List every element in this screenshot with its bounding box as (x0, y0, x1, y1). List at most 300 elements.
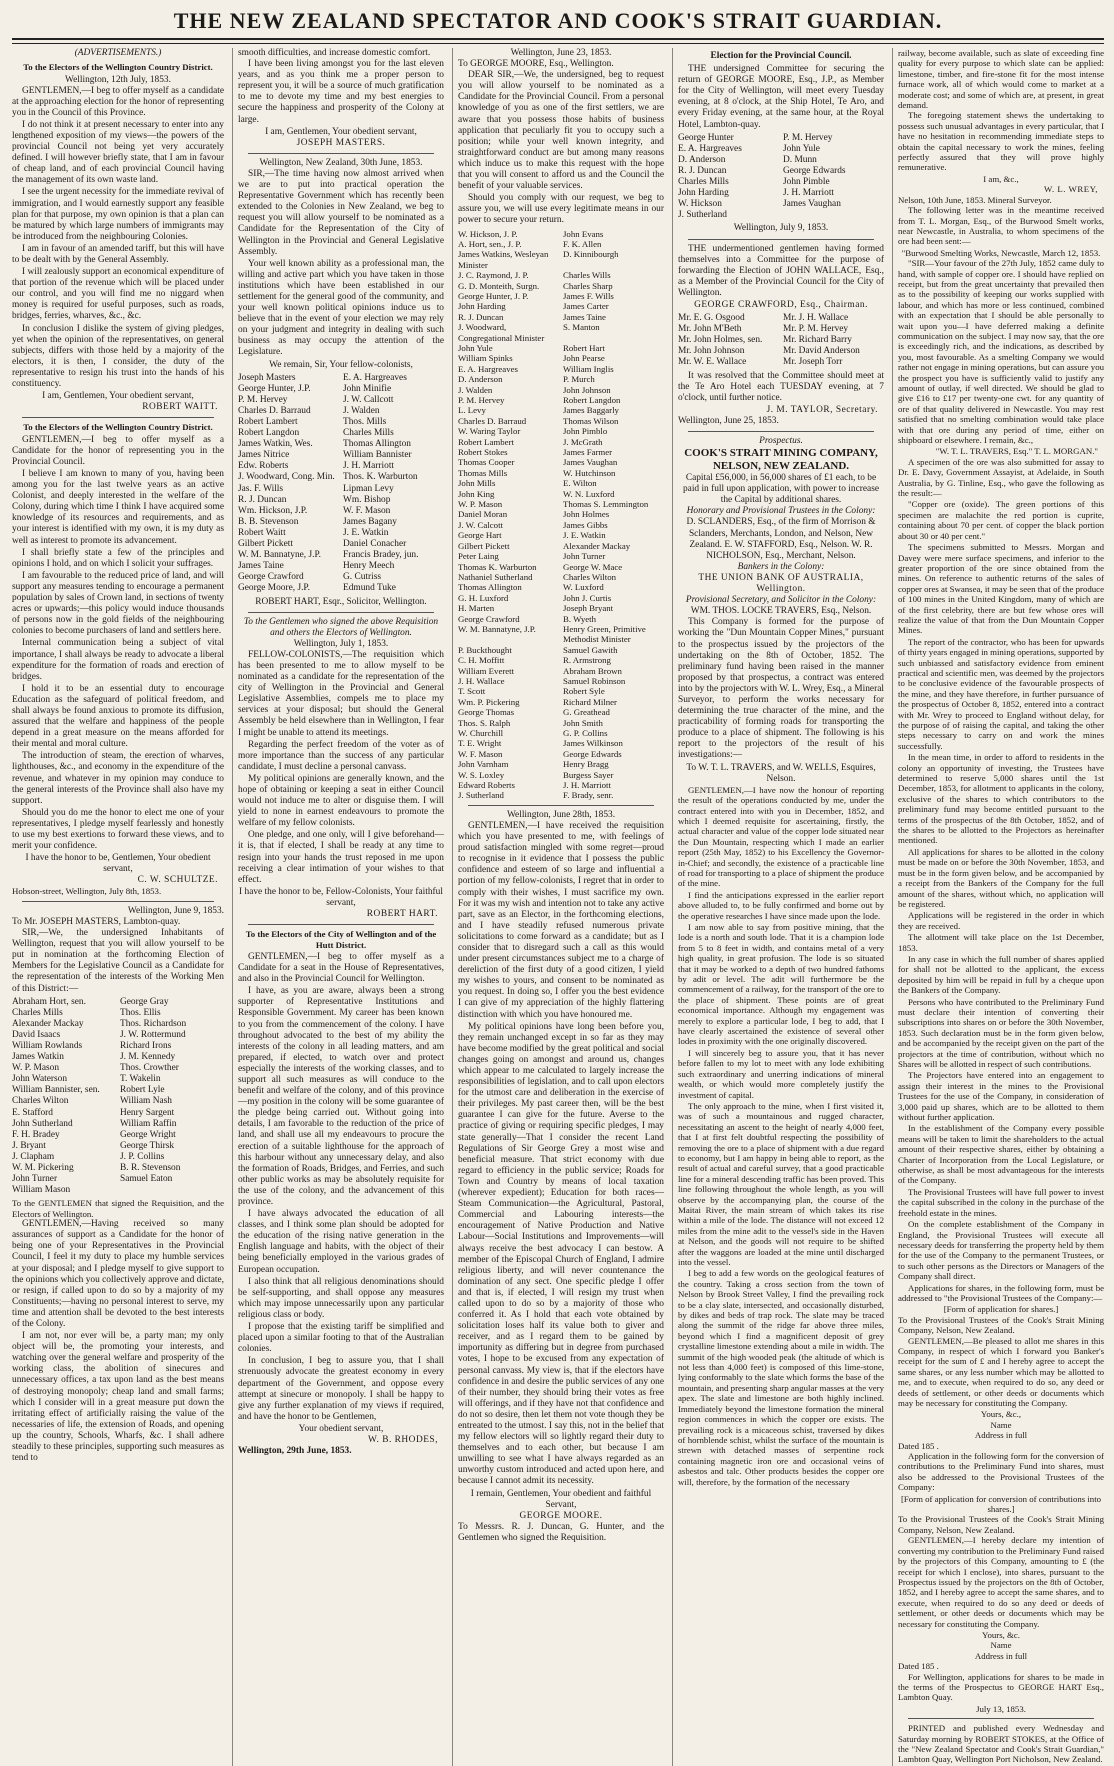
signatory-name: W. Churchill (458, 728, 504, 738)
signatory-name: James Farmer (563, 447, 613, 458)
signatory-name: D. Munn (783, 154, 817, 165)
signatory-name: W. M. Pickering (12, 1163, 74, 1174)
ad-paragraph: Should you comply with our request, we beg to assure you, we will use every legitimate means in our power to secure your return. (458, 193, 664, 226)
ad-closing: I remain, Gentlemen, Your obedient and faithful Servant, (470, 1488, 652, 1510)
report-paragraph: The report of the contractor, who has been for upwards of thirty years engaged in mining operations, supported by such unbiassed and satisfactory evidence from eminent practical and scientific men, was deemed by the projectors to be conclusive evidence of the favourable prospects of the mine, and they have therefore, in further pursuance of the prospectus of October 8, 1852, entered into a contract with Mr. Wrey to proceed to England without delay, for the purpose of of raising the capital, and taking the other steps necessary to carry on and work the mines successfully. (898, 636, 1104, 751)
signatory-name: John Waterson (12, 1074, 68, 1085)
signatory-name: William Everett (458, 665, 515, 676)
signatory-name: G. D. Monteith, Surgn. (458, 280, 540, 291)
signatory-name: W. M. Bannatyne, J.P. (238, 550, 321, 561)
signatory-name: David Isaacs (12, 1029, 61, 1040)
signatory-name: G. P. Collins (563, 728, 608, 738)
signatory-name: J. W. Callcott (343, 394, 394, 405)
ad-heading: To the Electors of the City of Wellington and of the Hutt District. (245, 929, 437, 950)
signatory-name: E. A. Hargreaves (458, 363, 518, 374)
signatory-name: J. Bryant (12, 1140, 46, 1151)
ad-paragraph: I have, as you are aware, always been a strong supporter of Representative Institutions and Responsible Government. My career has been known to you from the commencement of the colony. I have throughout advocated to the best of my ability the interests of the colony in all leading matters, and am prepared, if elected, to watch over and protect especially the interests of the working classes, and to support all such measures as will conduce to the benefit and welfare of the colony, and of this province—my position in the colony will be some guarantee of the pledge being carried out. Without going into details, I am favorable to the reduction of the price of land, and shall use all my endeavours to procure the erection of a suitable lighthouse for the approach of this harbour without any unnecessary delay, and also the formation of Roads, Bridges, and Ferries, and such other public works as may be absolutely requisite for the use of the colony, and the advancement of this province. (238, 986, 444, 1207)
signatory-name: George Thirsk (120, 1140, 175, 1151)
ad-signature: W. B. RHODES, (368, 1434, 438, 1445)
ad-paragraph: GENTLEMEN,—Having received so many assurances of support as a Candidate for the honor of being one of your Representatives in the Provincial Council, I feel it my duty to place my humble services at your disposal; and I pledge myself to give support to the opinions which you collectively approve and dictate, or resign, if called upon to do so by a majority of my Constituents;—having no personal interest to serve, my time and attention shall be devoted to the best interests of the Colony. (12, 1219, 224, 1329)
signatory-name: Samuel Robinson (563, 675, 626, 686)
signatory-name: J. Sutherland (458, 790, 504, 801)
signatory-name: Robert Langdon (563, 395, 621, 405)
signatory-name: Richard Milner (563, 696, 617, 707)
imprint: PRINTED and published every Wednesday and Saturday morning by ROBERT STOKES, at the Office of the "New Zealand Spectator and Cook's Strait Guardian," Lambton Quay, Wellington Port Nicholson, New Zealand. (898, 1723, 1104, 1765)
signatory-name: Thos. Ellis (120, 1007, 161, 1018)
signatory-name (783, 210, 884, 221)
signatory-name: John Pearse (563, 353, 605, 364)
ad-paragraph: In conclusion, I beg to assure you, that I shall strenuously advocate the greatest economy in every department of the Government, and oppose every attempt at sinecure or monopoly. I shall be happy to give any further explanation of my views if required, and have the honor to be Gentlemen, (238, 1356, 444, 1422)
signatory-name: Thos. Crowther (120, 1063, 179, 1074)
ad-opening: GENTLEMEN,—I beg to offer myself as a Candidate for a seat in the House of Representatives, and also in the Provincial Council for Wellington. (238, 951, 444, 985)
ad-paragraph: FELLOW-COLONISTS,—The requisition which has been presented to me to allow myself to be nominated as a candidate for the representation of the city of Wellington in the Provincial and General Legislative Assemblies, compels me to place my services at your disposal; but should the General Assembly be held elsewhere than in Wellington, I fear I might be unable to attend its meetings. (238, 649, 444, 738)
report-paragraph: For Wellington, applications for shares to be made in the terms of the Prospectus to GEORGE HART Esq., Lambton Quay. (898, 1671, 1104, 1703)
signatory-name: E. Wilton (563, 478, 597, 489)
ad-date: Wellington, July 1, 1853. (293, 638, 389, 649)
signatory-name: Charles D. Barraud (238, 405, 311, 416)
signatory-name: Samuel Gawith (563, 644, 618, 655)
signatory-name: Abraham Hort, sen. (12, 996, 86, 1007)
signatory-name: Charles Wilton (563, 571, 616, 582)
form-yours: Yours, &c., (980, 1409, 1022, 1420)
signatory-name: Mr. E. G. Osgood (678, 313, 745, 324)
ad-paragraph: I see the urgent necessity for the immediate revival of immigration, and I would earnestly support any feasible plan for that purpose, my own opinion is that a plan can be matured by which large numbers of immigrants may be introduced from the neighbouring Colonies. (12, 187, 224, 242)
report-paragraph: In the establishment of the Company every possible means will be taken to limit the shareholders to the actual amount of their respective shares, either by obtaining a Charter of Incorporation from the Local Legislature, or otherwise, as shall be most advantageous for the interests of the Company. (898, 1123, 1104, 1186)
signatory-name: T. E. Wright (458, 738, 502, 749)
signatory-name: Charles D. Barraud (458, 415, 527, 426)
signatory-name: George Edwards (563, 748, 622, 759)
signatory-name: J. Sutherland (678, 210, 727, 221)
signatory-name: W. Waring Taylor (458, 426, 521, 437)
report-paragraph: The specimens submitted to Messrs. Morgan and Davey were mere surface specimens, and inferior to the greater proportion of the ore since obtained from the mines. On reference to authentic returns of the sales of copper ores at Swansea, it may be seen that of the produce of 100 mines in the United Kingdom, many of which are of the first celebrity, there are but few whose ores will realize the value of that from the Dun Mountain Copper Mines. (898, 542, 1104, 636)
signatory-name: George Hunter, J. P. (458, 290, 529, 301)
signatory-name: John Harding (458, 301, 506, 312)
signatory-name: J. Woodward, Congregational Minister (458, 322, 545, 343)
report-paragraph: Applications for shares, in the following form, must be addressed to "the Provisional Trustees of the Company:— (898, 1282, 1104, 1303)
signatory-name: George Crawford (458, 613, 520, 624)
signatory-name: Mr. John M'Beth (678, 324, 742, 335)
signatory-name: Samuel Eaton (120, 1174, 173, 1185)
signatory-name: P. Murch (563, 374, 595, 385)
trustees-list: D. SCLANDERS, Esq., of the firm of Morrison & Sclanders, Merchants, London, and Nelson, New Zealand. E. W. STAFFORD, Esq., Nelson. W. R. NICHOLSON, Esq., Merchant, Nelson. (686, 517, 876, 561)
report-paragraph: The Provisional Trustees will have full power to invest the capital subscribed in the colony in the purchase of the freehold estate in the mines. (898, 1186, 1104, 1218)
signatory-name: S. Manton (563, 322, 600, 333)
ad-signature: ROBERT WAITT. (142, 402, 218, 413)
report-closing: I am, &c., (983, 173, 1019, 184)
signatory-name: Peter Laing (458, 551, 499, 562)
ad-opening: THE undersigned Committee for securing the return of GEORGE MOORE, Esq., J.P., as Member for the City of Wellington, will meet every Tuesday evening, at 8 o'clock, at the Ship Hotel, Te Aro, and every Friday evening, at the same hour, at the Royal Hotel, Lambton-quay. (678, 64, 884, 130)
signatory-name: D. Anderson (678, 154, 726, 165)
bankers-heading: Bankers in the Colony: (737, 561, 825, 572)
ad-paragraph: I propose that the existing tariff be simplified and placed upon a similar footing to that of the Australian colonies. (238, 1322, 444, 1355)
signatory-name: Henry Green, Primitive Methodist Minister (563, 623, 646, 645)
ad-addressee: To Mr. JOSEPH MASTERS, Lambton-quay. (12, 916, 181, 927)
ad-closing: I have the honor to be, Fellow-Colonists, Your faithful servant, (239, 886, 443, 908)
signatory-name: William Bannister (343, 450, 412, 461)
signatory-name: James Gibbs (563, 519, 608, 530)
signatory-name: Mr. John Holmes, sen. (678, 335, 763, 346)
signatory-name: Thomas K. Warburton (458, 561, 537, 572)
signatory-name: B. Wyeth (563, 613, 597, 624)
ad-closing: Your obedient servant, (298, 1423, 384, 1434)
form-dated-field: Dated 185 . (898, 1440, 939, 1451)
form-body: GENTLEMEN,—I hereby declare my intention of converting my contribution to the Preliminary Fund raised by the projectors of this Company, amounting to £ (the receipt for which I enclose), into shares, pursuant to the Prospectus issued by the projectors on the 8th of October, 1852, and I hereby agree to accept the same shares, and to execute, when required to do so any deed or deeds of settlement, or other deeds or documents which may be necessary for constituting the Company. (898, 1535, 1104, 1629)
signatory-name: Mr. P. M. Hervey (783, 324, 849, 335)
report-signature: W. L. WREY, (1044, 184, 1098, 195)
form-name-field: Name (990, 1640, 1012, 1651)
ad-paragraph: I hold it to be an essential duty to encourage Education as the safeguard of political freedom, and shall always be found anxious to promote its diffusion, assured that the welfare and happiness of the people depend in a great measure on the means afforded for their mental and moral culture. (12, 683, 224, 750)
masthead-title: THE NEW ZEALAND SPECTATOR AND COOK'S STRAIT GUARDIAN. (173, 8, 943, 33)
signatory-name: Thomas Wilson (563, 415, 619, 426)
signatory-name: J. Walden (343, 405, 380, 416)
signatory-name: D. Anderson (458, 374, 503, 385)
signatory-name: Charles Mills (678, 177, 729, 188)
ad-paragraph: My political opinions are generally known, and the hope of obtaining or keeping a seat in either Council would not induce me to alter or disguise them. I will yield to none in earnest endeavours to promote the welfare of my fellow colonists. (238, 773, 444, 829)
ad-heading: To the Electors of the Wellington Country District. (23, 62, 213, 73)
report-paragraph: The following letter was in the meantime received from T. L. Morgan, Esq., of the Burwood Smelt works, near Newcastle, in Australia, to whom specimens of the ore had been sent:— (898, 205, 1104, 247)
signatory-name: William Mason (12, 1185, 71, 1196)
signatory-name: T. Scott (458, 686, 486, 697)
signatory-name: L. Levy (458, 405, 486, 416)
signatory-name: John Johnson (563, 384, 611, 395)
ad-addressee: ROBERT HART, Esqr., Solicitor, Wellington. (255, 596, 427, 607)
ad-closing: I am, Gentlemen, Your obedient servant, (42, 391, 194, 402)
signatory-name: Alexander Mackay (12, 1018, 84, 1029)
signatory-name: Robert Hart (563, 342, 605, 353)
ad-date: Wellington, 29th June, 1853. (238, 1446, 352, 1457)
signatory-name: J. H. Marriott (783, 188, 835, 199)
signatory-name: John Turner (563, 551, 606, 562)
ad-paragraph: One pledge, and one only, will I give beforehand—it is, that if elected, I shall be ready at any time to resign into your hands the trust reposed in me upon receiving a clear intimation of your wishes to that effect. (238, 830, 444, 885)
signatory-name: James Nitrice (238, 450, 290, 461)
ad-opening: GENTLEMEN,—I beg to offer myself as a candidate at the approaching election for the honor of representing you in the Council of this Province. (12, 85, 224, 118)
report-paragraph: I find the anticipations expressed in the earlier report above alluded to, to be fully confirmed and borne out by the operative researches I have since made upon the lode. (678, 889, 884, 921)
ad-paragraph: My political opinions have long been before you, they remain unchanged except in so far as they may have become modified by the great political and social changes going on amongst and around us, changes which appear to me calculated to largely increase the responsibilities of legislation, and to call upon electors for the utmost care and deliberation in the exercise of their privileges. My past career then, will be the best guarantee I can give for the future. Averse to the practice of giving or requiring specific pledges, I may state generally—That I consider the recent Land Regulations of Sir George Grey a most wise and beneficial measure. That strict economy with due regard to efficiency in the public service; Roads for Town and Country by means of local taxation (wherever expedient); Education for both races—Steam Communication—the Agricultural, Pastoral, Commercial and Labouring interests—the encouragement of Native Production and Native Labour—Social Institutions and Improvements—will always receive the best advocacy I can bestow. A member of the Episcopal Church of England, I admire religious liberty, and will never countenance the domination of any sect. One specific pledge I offer and that is, if elected, I will resign my trust when called upon to do so by a majority of those who conferred it. As I hold that each vote obtained by solicitation loses half its value both to giver and receiver, and as I regard them to be gained by importunity as differing but in degree from purchased votes, I hope to be excused from any expectation of personal canvass. My view is, that if the electors have confidence in and desire the public services of any one of their number, they should bring their votes as free will offerings, and if they have not that confidence and do not so desire, then let them not vote though they be entreated to the utmost. I say this, not in the belief that my fellow electors will so lightly regard their duty to themselves and to each other, but because I am unwilling to see what I have always regarded as an unworthy custom introduced and acted upon here, and because I cannot admit its necessity. (458, 1021, 664, 1487)
ad-paragraph: Your well known ability as a professional man, the willing and active part which you have taken in those institutions which have been established in our settlement for the general good of the community, and your well known political opinions induce us to believe that in the event of your election we may rely on your judgment and integrity in dealing with such business as may occupy the attention of the Legislature. (238, 258, 444, 358)
signatory-name: John Turner (12, 1174, 58, 1185)
signatory-name: James Watkins, Wesleyan Minister (458, 249, 549, 270)
ad-paragraph: The introduction of steam, the erection of wharves, lighthouses, &c., and economy in the expenditure of the revenue, and whatever in my opinion may conduce to the general interests of the Province shall also have my support. (12, 751, 224, 806)
ad-opening: DEAR SIR,—We, the undersigned, beg to request you will allow yourself to be nominated as a Candidate for the Provincial Council. From a personal knowledge of you as one of the first settlers, we are aware that you possess those habits of business application that peculiarly fit you to occupy such a position; while your well known integrity, and straightforward conduct are but among many reasons which induce us to make this request with the hope that you will consent to afford us and the Council the benefit of your valuable services. (458, 70, 664, 192)
signatory-name: Robert Stokes (458, 447, 508, 458)
ad-date: Wellington, June 28th, 1853. (506, 809, 616, 820)
signatory-name: Mr. John Johnson (678, 346, 745, 357)
signatory-name: W. P. Mason (12, 1063, 60, 1074)
column-4 (672, 48, 884, 1766)
ad-opening: SIR,—We, the undersigned Inhabitants of Wellington, request that you will allow yourself to be put in nomination at the forthcoming Election of Members for the Legislative Council as a Candidate for the representation of the interests of the Working Men of this District:— (12, 928, 224, 994)
ad-signature: GEORGE MOORE. (519, 1510, 603, 1521)
section-label: (ADVERTISEMENTS.) (74, 48, 162, 58)
ad-opening: GENTLEMEN,—I beg to offer myself as a Candidate for the honor of representing you in the Provincial Council. (12, 434, 224, 467)
signatory-name: William Spinks (458, 353, 513, 364)
ad-paragraph: It was resolved that the Committee should meet at the Te Aro Hotel each TUESDAY evening, at 7 o'clock, until further notice. (678, 370, 884, 403)
letter-from: "Burwood Smelting Works, Newcastle, March 12, 1853. (901, 247, 1101, 258)
divider (22, 417, 214, 418)
signatory-name: John Holmes (563, 509, 610, 520)
requisition-names (458, 229, 664, 801)
signatory-name: H. Marten (458, 603, 495, 614)
signatory-name: J. E. Watkin (563, 530, 606, 541)
signatory-name: Jas. F. Wills (238, 483, 284, 494)
signatory-name: Robert Langdon (238, 428, 300, 439)
form-body: GENTLEMEN,—Be pleased to allot me shares in this Company, in respect of which I forward you Banker's receipt for the sum of £ and I hereby agree to accept the same shares, or any less number which may be allotted to me, and to execute, when required to do so, any deed or deeds of settlement, or other deeds or documents which may be necessary for constituting the Company. (898, 1335, 1104, 1408)
report-paragraph: "Copper ore (oxide). The green portions of this specimen are malachite the red portion is cuprite, containing about 70 per cent. of copper the black portion about 30 or 40 per cent." (898, 499, 1104, 541)
bankers-name: THE UNION BANK OF AUSTRALIA, Wellington. (698, 572, 864, 595)
signatory-name: Thomas Cooper (458, 457, 515, 468)
signatory-name: Lipman Levy (343, 483, 394, 494)
secretary-name: WM. THOS. LOCKE TRAVERS, Esq., Nelson. (690, 606, 872, 617)
signatory-name: A. Hort, sen., J. P. (458, 238, 522, 249)
signatory-name: F. Brady, senr. (563, 790, 614, 801)
signatory-name: J. H. Marriott (563, 780, 611, 791)
signatory-name: John Evans (563, 228, 604, 239)
signatory-name: Mr. Joseph Torr (783, 357, 843, 368)
signatory-name: Joseph Bryant (563, 603, 614, 614)
signatory-name: Charles Wilton (12, 1096, 69, 1107)
signatory-name: Mr. David Anderson (783, 346, 860, 357)
secretary-heading: Provisional Secretary, and Solicitor in the Colony: (685, 595, 877, 606)
signatory-name: Mr. Richard Barry (783, 335, 852, 346)
signatory-name: John Pimble (783, 177, 830, 188)
ad-addressee: To GEORGE MOORE, Esq., Wellington. (458, 59, 614, 70)
ad-signature: JOSEPH MASTERS. (296, 137, 386, 148)
ad-paragraph: SIR,—The time having now almost arrived when we are to put into practical operation the Representative Government which has recently been extended to the Colonies in New Zealand, we beg to request you will allow yourself to be nominated as a Candidate for the Representation of the City of Wellington in the Provincial and General Legislative Assembly. (238, 168, 444, 257)
report-paragraph: I am now able to say from positive mining, that the lode is a north and south lode. That it is a champion lode from 5 to 8 feet in width, and contains metal of a very high quality, in great profusion. The lode is so situated that it may be worked to a depth of two hundred fathoms by adit or level. The adit will furthermore be the commencement of a railway, for the transport of the ore to the place of shipment. These points are of great economical importance. Although my engagement was merely to explore a particular lode, I beg to add, that I have clearly ascertained the existence of several other lodes in proximity with the one originally discovered. (678, 922, 884, 1047)
signatory-name: J. W. Calcott (458, 519, 503, 530)
ad-paragraph: In conclusion I dislike the system of giving pledges, yet when the opinion of the representatives, on general subjects, differs with those held by a majority of the electors, it is then, I consider, the duty of the representative to resign his trust into the hands of his constituency. (12, 323, 224, 390)
report-paragraph: The Projectors have entered into an engagement to assign their interest in the mines to the Provisional Trustees for the use of the Company, in consideration of 3,000 paid up shares, which are to be allotted to them without further application. (898, 1070, 1104, 1123)
signatory-name: George Wright (120, 1129, 176, 1140)
signatory-name: Daniel Moran (458, 509, 508, 520)
signatory-name: C. H. Moffitt (458, 655, 505, 666)
signatory-name: T. Wakelin (120, 1074, 161, 1085)
form-heading: [Form of application for conversion of contributions into shares.] (900, 1493, 1102, 1515)
form-address-field: Address in full (974, 1430, 1028, 1441)
ad-paragraph: I have been living amongst you for the last eleven years, and as you think me a proper person to represent you, it will be a source of much gratification to me to devote my time and my best energies to secure the happiness and prosperity of the Colony at large. (238, 59, 444, 125)
signatory-name: William Nash (120, 1096, 172, 1107)
signatory-name: P. M. Hervey (458, 395, 505, 405)
signatory-name: Thos. K. Warburton (343, 472, 418, 483)
signatory-name: Daniel Conacher (343, 539, 407, 550)
signatory-name: P. M. Hervey (238, 394, 288, 405)
ad-closing: I am, Gentlemen, Your obedient servant, (265, 126, 417, 137)
signatory-name: Thos. Mills (343, 417, 387, 427)
signatory-name: Robert Syle (563, 686, 605, 697)
ad-date: Wellington, June 23, 1853. (510, 48, 612, 58)
signatory-name: William Inglis (563, 363, 614, 374)
signatory-name: John Harding (678, 188, 729, 199)
ad-paragraph: I am not, nor ever will be, a party man; my only object will be, the promoting your interests, and watching over the general welfare and prosperity of the working class, the abolition of sinecures and unnecessary offices, a tax upon land as the best means of destroying monopoly; cheap land and small farms; which I consider will in a great measure put down the irritating effect of artificially raising the value of the necessaries of life, the extension of Roads, and opening up the country, Schools, Wharfs, &c. I shall adhere steadily to these principles, supporting such measures as tend to (12, 1331, 224, 1464)
report-paragraph: Application in the following form for the conversion of contributions to the Preliminary Fund into shares, must also be addressed to the Provisional Trustees of the Company: (898, 1451, 1104, 1493)
ad-paragraph: I have always advocated the education of all classes, and I think some plan should be adopted for the education of the rising native generation in the English language and habits, with the object of their being beneficially employed in the various grades of European occupation. (238, 1209, 444, 1275)
signatory-name: P. M. Hervey (783, 132, 833, 143)
signatory-name: George Hunter, J.P. (238, 383, 311, 394)
signatory-name: James Carter (563, 301, 609, 312)
signatory-name: Nathaniel Sutherland (458, 571, 533, 582)
signatory-name: G. H. Luxford (458, 592, 509, 603)
signatory-name: Joseph Masters (238, 372, 296, 383)
signatory-name: W. M. Bannatyne, J.P. (458, 623, 536, 634)
signatory-name: James Watkin, Wes. (238, 439, 313, 450)
signatory-name: W. P. Mason (458, 499, 503, 510)
signatory-name: George Edwards (783, 165, 846, 176)
report-paragraph: The foregoing statement shews the undertaking to possess such unusual advantages in every particular, that I have no hesitation in recommending immediate steps to obtain the capital necessary to work the mines, feeling perfectly assured that they will prove highly remunerative. (898, 110, 1104, 173)
ad-paragraph: This Company is formed for the purpose of working the "Dun Mountain Copper Mines," pursuant to the prospectus issued by the projectors of the undertaking on the 8th of October, 1852. The preliminary fund having been raised in the manner proposed by that prospectus, a contract was entered into by the projectors with W. L. Wrey, Esq., a Mineral Surveyor, to perform the works necessary for determining the true character of the mine, and the practicability of forming roads for transporting the produce to a place of shipment. The following is his report to the projectors of the result of his investigations:— (678, 617, 884, 761)
signatory-name: Edward Roberts (458, 780, 515, 791)
signatory-name: George Thomas (458, 707, 515, 718)
signatory-name: John J. Curtis (563, 592, 612, 603)
signatory-name: Alexander Mackay (563, 540, 631, 551)
ad-paragraph: I am in favour of an amended tariff, but this will have to be dealt with by the General Assembly. (12, 243, 224, 265)
report-paragraph: I beg to add a few words on the geological features of the country. Taking a cross section from the town of Nelson by Brook Street Valley, I find the prevailing rock to be a clay slate, intersected, and occasionally disturbed, by dikes and beds of trap rock. The slate may be traced along the summit of the ridge far above three miles, beyond which I find a magnificent deposit of grey crystalline limestone extending about a mile in width. The summit of the high wooded peak (the altitude of which is not less than 4,000 feet) is composed of this lime-stone, lying conformably to the slate which forms the base of the mountain, and presenting sharp angular masses at the very apex. The slate and limestone are both highly inclined. Immediately beyond the limestone formation the mineral region commences in which the copper ore exists. The prevailing rock is a micaceous schist, traversed by dikes of hornblende schist, whilst the surface of the mountain is strewn with detached masses of serpentine rock containing magnetic iron ore and occasional veins of asbestos and talc. Other products besides the copper ore will, therefore, by the formation of the necessary (678, 1268, 884, 1487)
report-paragraph: In any case in which the full number of shares applied for shall not be allotted to the applicant, the excess deposited by him will be repaid in full by a cheque upon the Bankers of the Company. (898, 953, 1104, 996)
signatory-name: J. H. Wallace (458, 675, 505, 686)
trustees-heading: Honorary and Provisional Trustees in the Colony: (686, 506, 876, 517)
divider (248, 924, 434, 925)
signatory-name: Francis Bradey, jun. (343, 550, 419, 561)
company-capital: Capital £56,000, in 56,000 shares of £1 each, to be paid in full upon application, with power to increase the Capital by additional shares. (682, 473, 880, 506)
form-heading: [Form of application for shares.] (943, 1304, 1059, 1315)
signatory-name: Charles Mills (12, 1007, 63, 1018)
ad-date: Wellington, June 25, 1853. (678, 415, 779, 426)
report-paragraph: A specimen of the ore was also submitted for assay to Dr. E. Davy, Government Assayist, at Adelaide, in South Australia, by G. Tinline, Esq., who gave the following as the result:— (898, 456, 1104, 499)
signatory-name: George W. Mace (563, 561, 623, 572)
signatory-name: John King (458, 488, 495, 499)
report-paragraph: The only approach to the mine, when I first visited it, was of such a mountainous and rugged character, necessitating an ascent to the height of nearly 4,000 feet, that I at first felt doubtful respecting the possibility of removing the ore to a place of shipment with a due regard to economy, but I am happy in being able to report, as the result of actual and careful survey, that a good practicable line for a mineral descending traffic has been proved. This line following throughout the whole length, as you will observe by the accompanying plan, the course of the Maitai River, the main stream of which takes its rise within a mile of the lode. The distance will not exceed 12 miles from the mine adit to the vessel's side in the Haven at Nelson, and the goods will not require to be shifted after the waggons are loaded at the mine until discharged into the vessel. (678, 1100, 884, 1267)
signatory-name: Mr. J. H. Wallace (783, 313, 849, 324)
signatory-name: J. Clapham (12, 1151, 55, 1162)
signatory-name: W. Hickson (678, 199, 722, 210)
signatory-name: Charles Mills (343, 428, 394, 439)
letter-signature: "W. T. L. TRAVERS, Esq." T. L. MORGAN." (935, 446, 1098, 457)
signatory-name: W. Hickson, J. P. (458, 228, 518, 239)
ad-date: July 13, 1853. (976, 1703, 1026, 1714)
column-3 (452, 48, 664, 1766)
form-name-field: Name (990, 1419, 1012, 1430)
signatory-name: J. Walden (458, 384, 493, 395)
signatory-name: J. E. Watkin (343, 527, 389, 538)
report-paragraph: On the complete establishment of the Company in England, the Provisional Trustees will execute all necessary deeds for transferring the property held by them for the use of the Company to the permanent Trustees, or to such other persons as the Directors or Managers of the Company shall direct. (898, 1219, 1104, 1282)
ad-addressee: To Messrs. R. J. Duncan, G. Hunter, and the Gentlemen who signed the Requisition. (458, 1521, 664, 1543)
signatory-name: W. F. Mason (458, 748, 503, 759)
signatory-name: Mr. W. E. Wallace (678, 357, 747, 368)
signatory-name: Gilbert Pickett (238, 539, 293, 550)
signatory-name: J. C. Raymond, J. P. (458, 270, 529, 281)
ad-closing: I have the honor to be, Gentlemen, Your obedient servant, (25, 853, 211, 875)
ad-paragraph: I am favourable to the reduced price of land, and will support any measures tending to encourage a permanent population by sales of Crown land, in sections of twenty acres or upwards;—this policy would induce thousands of persons now in the gold fields of the neighbouring colonies to become purchasers of land and settlers here. (12, 570, 224, 637)
company-name: COOK'S STRAIT MINING COMPANY, NELSON, NEW ZEALAND. (684, 447, 878, 473)
signatory-name: John Pimblo (563, 426, 608, 437)
ad-signature: J. M. TAYLOR, Secretary. (766, 404, 878, 415)
signatory-name: G. Greathead (563, 707, 610, 718)
signatory-name: John Smith (563, 717, 603, 728)
ad-date: Wellington, June 9, 1853. (127, 905, 224, 916)
signatory-name: James Vaughan (783, 199, 841, 210)
signatory-name: R. J. Duncan (678, 165, 727, 176)
signatory-name: F. K. Allen (563, 238, 602, 249)
ad-date: Wellington, 12th July, 1853. (65, 74, 171, 85)
signatory-name: J. Woodward, Cong. Min. (238, 472, 335, 483)
signatory-name: Thomas Allington (343, 439, 411, 450)
ad-paragraph: I believe I am known to many of you, having been among you for the last twelve years as an active Colonist, and deeply interested in the welfare of the Colony, during which time I think I have acquired some knowledge of its resources and requirements, and as your interest is identified with my own, it is my duty as well as interest to promote its advancement. (12, 469, 224, 546)
signatory-name: Thomas Mills (458, 467, 508, 478)
report-paragraph: In the mean time, in order to afford to residents in the colony an opportunity of investing, the Trustees have determined to reserve 5,000 shares until the 1st December, 1853, for allotment to applicants in the colony, exclusive of the shares to which contributors to the preliminary fund may become entitled pursuant to the terms of the prospectus of the 8th October, 1852, and of the shares to be allotted to the Projectors as hereinafter mentioned. (898, 752, 1104, 846)
ad-heading: To the Electors of the Wellington Country District. (23, 422, 213, 433)
ad-paragraph: I shall briefly state a few of the principles and opinions I hold, and on which I solicit your suffrages. (12, 547, 224, 569)
ad-paragraph: I do not think it at present necessary to enter into any lengthened exposition of my views—the powers of the provincial Council not being yet very accurately defined. I will however briefly state, that I am in favour of cheap land, and of each provincial Council having the management of its own waste land. (12, 119, 224, 186)
ad-date: Wellington, July 9, 1853. (733, 223, 829, 234)
signatory-name: R. Armstrong (563, 655, 611, 666)
ad-heading: Election for the Provincial Council. (710, 51, 852, 61)
signatory-name: James Taine (238, 561, 284, 572)
signatory-name: E. A. Hargreaves (678, 143, 742, 154)
divider (22, 901, 214, 902)
signatory-name: Robert Lyle (120, 1085, 165, 1096)
form-yours: Yours, &c. (982, 1629, 1020, 1640)
column-2 (232, 48, 444, 1766)
report-paragraph: All applications for shares to be allotted in the colony must be made on or before the 30th November, 1853, and must be in the form given below, and be accompanied by a receipt from the Bankers of the Company for the full amount of the shares, without which, no application will be registered. (898, 846, 1104, 909)
form-dated-field: Dated 185 . (898, 1661, 939, 1672)
ad-paragraph: Regarding the perfect freedom of the voter as of more importance than the success of any particular candidate, I must decline a personal canvass. (238, 739, 444, 772)
signatory-name: Charles Wills (563, 270, 611, 281)
form-address-field: Address in full (974, 1650, 1028, 1661)
columns (12, 48, 1104, 1765)
column-1 (12, 48, 224, 1766)
ad-paragraph: I will zealously support an economical expenditure of that portion of the revenue which will be placed under our control, and you will find me no niggard when money is required for useful purposes, such as roads, bridges, ferries, wharves, &c., &c. (12, 267, 224, 322)
signatory-name: Burgess Sayer (563, 769, 614, 780)
signatory-name: W. N. Luxford (563, 488, 615, 499)
signatory-name: Richard Irons (120, 1041, 172, 1051)
signatory-name: John Mills (458, 478, 496, 489)
signatory-name: Wm. Hickson, J.P. (238, 505, 308, 516)
signatory-name: J. M. Kennedy (120, 1052, 176, 1063)
signatory-name: Robert Lambert (238, 417, 298, 427)
signatory-name (120, 1185, 224, 1196)
letter-paragraph: "SIR—Your favour of the 27th July, 1852 came duly to hand, with sample of copper ore. I should have replied on receipt, but from the great uncertainty that prevailed then as to the possibility of keeping our works supplied with labour, and which has more or less continued, combined with an expectation that I should be able personally to wait upon you—I have deferred making a definite communication on the subject. I may now say, that the ore is exceedingly rich, and the indications, as described by you, most favourable. As a smelting Company we would rather not engage in mining operations, but can assure you the prospect you have is sufficiently valid to justify any amount of outlay, if well directed. We should be glad to give £16 to £17 per twenty-one cwt. for any quantity of ore of that quality delivered in Newcastle. You may rest satisfied that no smelting combination would take place with that ore during any period of time, either on shipboard or elsewhere. I remain, &c., (898, 258, 1104, 446)
signatory-name: G. Cutriss (343, 572, 382, 583)
ad-closing: We remain, Sir, Your fellow-colonists, (269, 359, 413, 370)
signatory-name: William Bannister, sen. (12, 1085, 100, 1096)
signatory-name: Robert Waitt (238, 527, 286, 538)
report-paragraph: railway, become available, such as slate of exceeding fine quality for every purpose to which slate can be applied: limestone, timber, and fire-stone fit for the most intense furnace work, all of which would come to market at a moderate cost; and some of which are, at present, in great demand. (898, 48, 1104, 111)
report-date: Nelson, 10th June, 1853. Mineral Surveyor. (898, 194, 1052, 205)
signatory-name: James Bagany (343, 516, 397, 527)
masthead-rule (12, 38, 1104, 44)
signatory-name: Henry Sargent (120, 1107, 175, 1118)
signatory-name: John Yule (458, 342, 493, 353)
divider (248, 612, 434, 613)
form-addressee: To the Provisional Trustees of the Cook's Strait Mining Company, Nelson, New Zealand. (898, 1514, 1104, 1535)
divider (908, 1718, 1094, 1719)
signatory-name: W. Hutchinson (563, 467, 616, 478)
divider (688, 239, 874, 240)
ad-paragraph: I also think that all religious denominations should be self-supporting, and shall oppose any measures which may impose unnecessarily upon any particular religious class or body. (238, 1276, 444, 1320)
signatory-name: Wm. P. Pickering (458, 696, 520, 707)
signatory-name: George Moore, J.P. (238, 583, 310, 594)
signatory-name: Robert Lambert (458, 436, 514, 447)
signatory-name: Thomas S. Lemmington (563, 499, 649, 510)
signatory-name: William Raffin (120, 1118, 177, 1129)
signatory-name: James Taine (563, 311, 606, 322)
form-addressee: To the Provisional Trustees of the Cook's Strait Mining Company, Nelson, New Zealand. (898, 1314, 1104, 1336)
report-paragraph: GENTLEMEN,—I have now the honour of reporting the result of the operations conducted by me, under the contract entered into with you in December, 1852, and which I deemed requisite for ascertaining, firstly, the actual character and value of the copper lode situated near the Dun Mountain, respecting which I made an earlier report (25th May, 1852) to his Excellency the Governor-in-Chief; and secondly, the existence of a practicable line of road for transporting to a place of shipment the produce of the mine. (678, 784, 884, 889)
report-paragraph: Persons who have contributed to the Preliminary Fund must declare their intention of converting their subscriptions into shares on or before the 30th November, 1853. Such declaration must be in the form given below, and be accompanied by the receipt given on the part of the projectors at the time of contribution, without which no Shares will be allotted in respect of such contributions. (898, 996, 1104, 1069)
ad-opening: THE undermentioned gentlemen having formed themselves into a Committee for the purpose of forwarding the Election of JOHN WALLACE, Esq., as a Member of the Provincial Council for the City of Wellington. (678, 243, 884, 298)
ad-paragraph: smooth difficulties, and increase domestic comfort. (238, 48, 431, 58)
signatory-name: J. H. Marriott (343, 461, 395, 472)
signatory-name: George Hunter (678, 132, 734, 143)
signatory-name: James Baggarly (563, 405, 619, 416)
